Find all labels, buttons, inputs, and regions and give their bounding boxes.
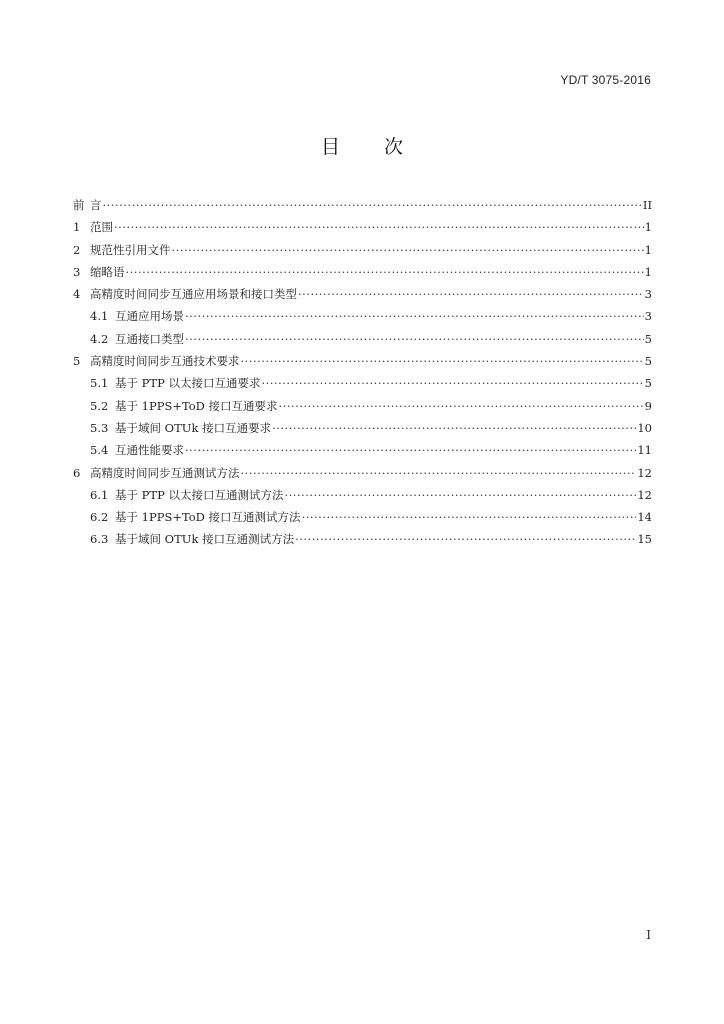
toc-entry-4[interactable] <box>73 283 652 305</box>
toc-entry-5-3[interactable] <box>73 417 652 439</box>
toc-entry-title: 互通性能要求 <box>115 443 184 458</box>
toc-entry-5[interactable] <box>73 350 652 372</box>
toc-entry-page: 1 <box>644 264 652 279</box>
toc-entry-page: 10 <box>637 420 652 435</box>
toc-dot-leader <box>272 417 636 439</box>
toc-entry-title: 高精度时间同步互通技术要求 <box>90 354 240 369</box>
toc-entry-page: 1 <box>644 242 652 257</box>
toc-entry-6-3[interactable] <box>73 528 652 550</box>
toc-dot-leader <box>114 216 644 238</box>
toc-entry-6[interactable] <box>73 462 652 484</box>
toc-entry-page: 11 <box>637 443 652 458</box>
title-char-2: 次 <box>384 136 404 158</box>
toc-dot-leader <box>279 395 644 417</box>
toc-entry-title: 基于 1PPS+ToD 接口互通要求 <box>115 398 278 413</box>
toc-entry-1[interactable] <box>73 216 652 238</box>
table-of-contents <box>73 194 652 551</box>
toc-entry-4-1[interactable] <box>73 305 652 327</box>
toc-entry-page: 5 <box>644 331 652 346</box>
toc-entry-number: 2 <box>73 242 81 257</box>
toc-entry-title: 互通应用场景 <box>115 309 184 324</box>
toc-entry-page: 12 <box>637 487 652 502</box>
toc-entry-number: 6.3 <box>90 532 109 547</box>
toc-dot-leader <box>103 194 642 216</box>
toc-entry-title: 基于 1PPS+ToD 接口互通测试方法 <box>115 510 301 525</box>
toc-entry-page: 3 <box>644 287 652 302</box>
toc-entry-title: 基于域间 OTUk 接口互通要求 <box>115 420 272 435</box>
toc-dot-leader <box>302 506 637 528</box>
toc-dot-leader <box>126 261 644 283</box>
toc-dot-leader <box>185 305 644 327</box>
toc-entry-title: 基于域间 OTUk 接口互通测试方法 <box>115 532 295 547</box>
toc-entry-number: 4 <box>73 287 81 302</box>
toc-entry-title: 高精度时间同步互通测试方法 <box>90 465 240 480</box>
page-number: I <box>646 928 651 942</box>
toc-entry-title: 基于 PTP 以太接口互通测试方法 <box>115 487 284 502</box>
toc-entry-number: 6.2 <box>90 510 109 525</box>
toc-dot-leader <box>295 528 636 550</box>
toc-dot-leader <box>241 350 644 372</box>
toc-entry-number: 5 <box>73 354 81 369</box>
title-char-1: 目 <box>320 136 340 158</box>
toc-entry-6-1[interactable] <box>73 484 652 506</box>
toc-entry-page: 1 <box>644 220 652 235</box>
page-title <box>0 132 724 159</box>
toc-entry-number: 5.4 <box>90 443 109 458</box>
toc-entry-4-2[interactable] <box>73 328 652 350</box>
toc-entry-number: 3 <box>73 264 81 279</box>
standard-code: YD/T 3075-2016 <box>560 73 651 87</box>
toc-entry-title: 高精度时间同步互通应用场景和接口类型 <box>90 287 297 302</box>
toc-entry-title: 互通接口类型 <box>115 331 184 346</box>
toc-entry-3[interactable] <box>73 261 652 283</box>
toc-entry-page: 15 <box>637 532 652 547</box>
toc-dot-leader <box>261 372 643 394</box>
toc-entry-title: 范围 <box>90 220 113 235</box>
toc-entry-number: 4.1 <box>90 309 109 324</box>
toc-entry-title: 言 <box>90 198 102 212</box>
toc-entry-page: 5 <box>644 354 652 369</box>
toc-entry-page: 5 <box>644 376 652 391</box>
toc-entry-5-4[interactable] <box>73 439 652 461</box>
toc-dot-leader <box>298 283 644 305</box>
toc-dot-leader <box>172 239 644 261</box>
toc-dot-leader <box>185 439 636 461</box>
toc-entry-number: 1 <box>73 220 81 235</box>
toc-entry-page: 12 <box>637 465 652 480</box>
toc-entry-title: 基于 PTP 以太接口互通要求 <box>115 376 261 391</box>
toc-entry-number: 5.1 <box>90 376 109 391</box>
toc-entry-number: 前 <box>73 198 85 212</box>
toc-entry-number: 4.2 <box>90 331 109 346</box>
toc-entry-number: 6.1 <box>90 487 109 502</box>
toc-entry-title: 规范性引用文件 <box>90 242 171 257</box>
toc-entry-6-2[interactable] <box>73 506 652 528</box>
toc-entry-title: 缩略语 <box>90 264 125 279</box>
toc-entry-page: II <box>642 198 652 212</box>
toc-entry-page: 14 <box>637 510 652 525</box>
toc-dot-leader <box>185 328 644 350</box>
toc-entry-page: 3 <box>644 309 652 324</box>
toc-entry-page: 9 <box>644 398 652 413</box>
toc-entry-foreword[interactable] <box>73 194 652 216</box>
toc-entry-number: 6 <box>73 465 81 480</box>
toc-entry-number: 5.3 <box>90 420 109 435</box>
toc-dot-leader <box>241 462 637 484</box>
toc-entry-2[interactable] <box>73 239 652 261</box>
toc-entry-number: 5.2 <box>90 398 109 413</box>
toc-entry-5-2[interactable] <box>73 395 652 417</box>
toc-dot-leader <box>284 484 636 506</box>
toc-entry-5-1[interactable] <box>73 372 652 394</box>
